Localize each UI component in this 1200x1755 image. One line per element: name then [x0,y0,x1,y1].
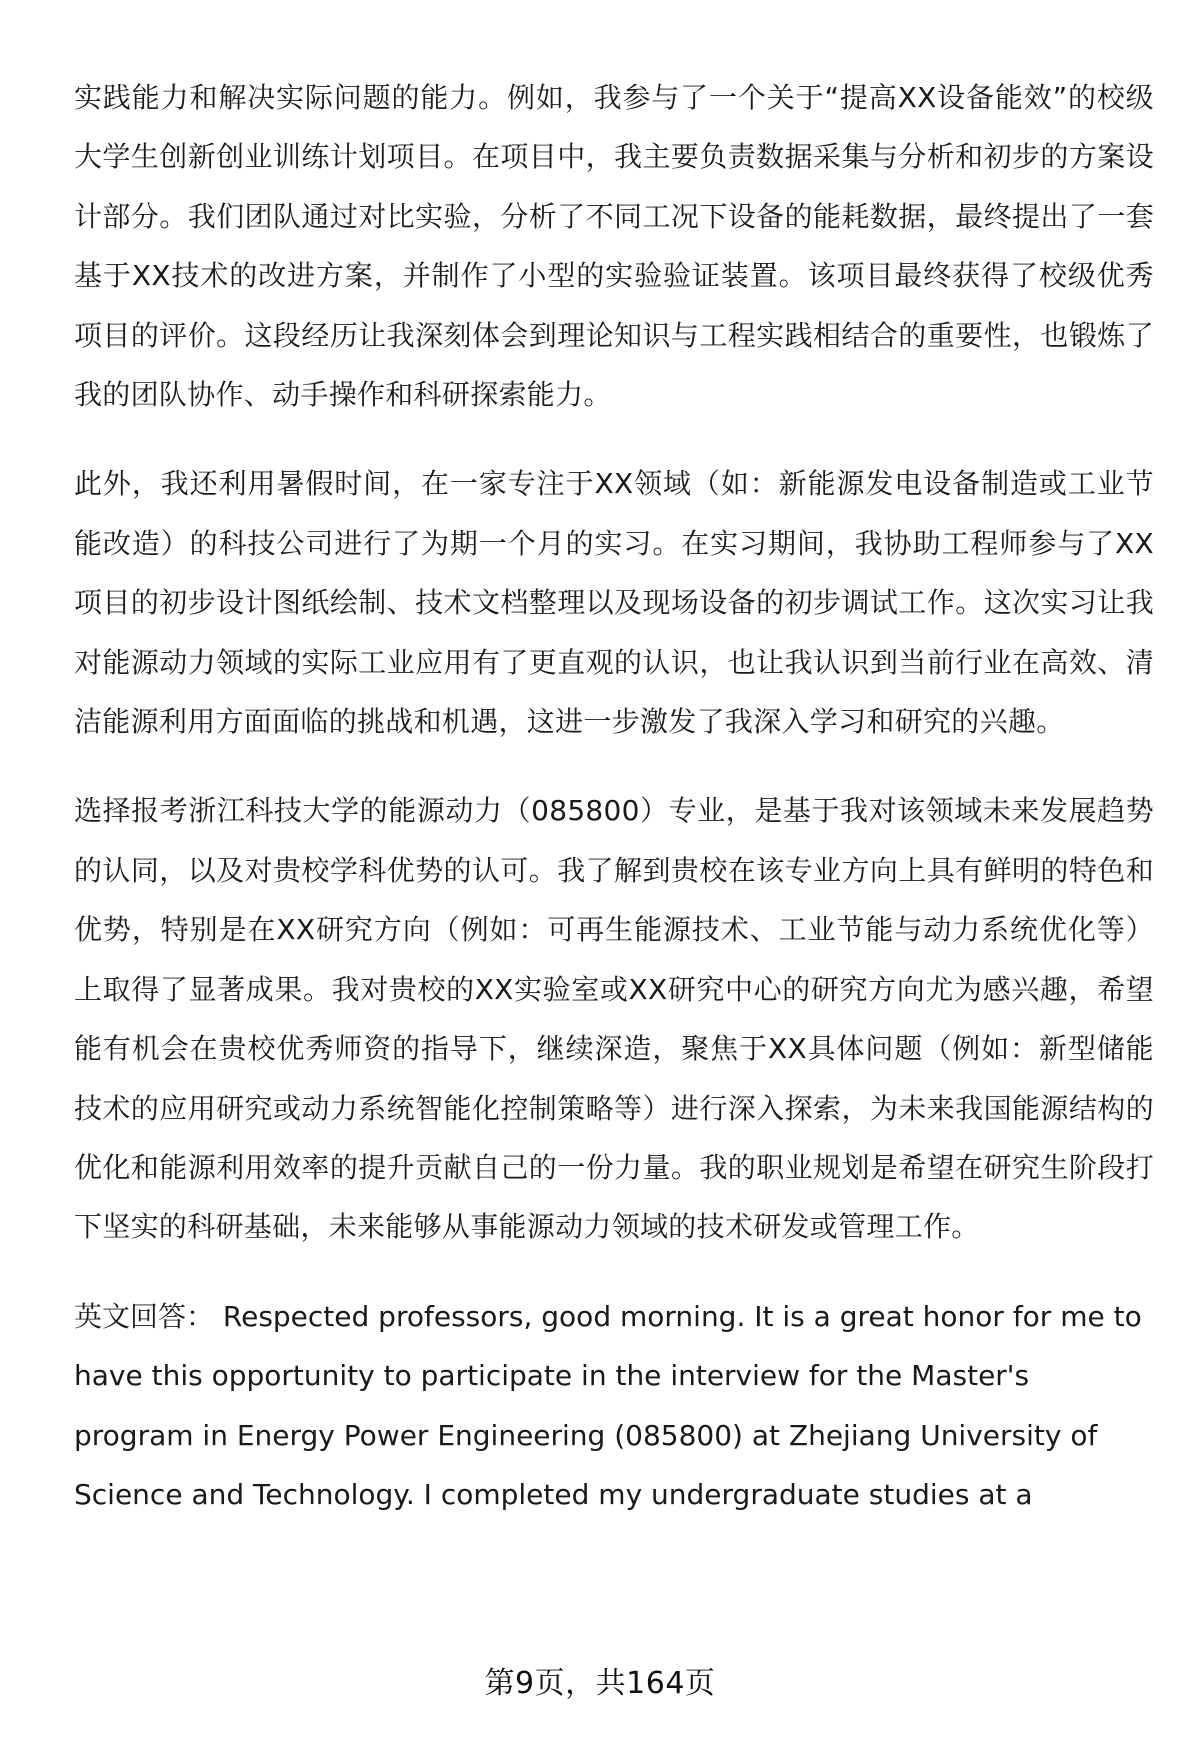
page-number-footer: 第9页，共164页 [484,1666,716,1701]
paragraph-application-motivation: 选择报考浙江科技大学的能源动力（085800）专业，是基于我对该领域未来发展趋势的认同，以及对贵校学科优势的认可。我了解到贵校在该专业方向上具有鲜明的特色和优势，特别是在XX研究方向（例如：可再生能源技术、工业节能与动力系统优化等）上取得了显著成果。我对贵校的XX实验室或XX研究中心的研究方向尤为感兴趣，希望能有机会在贵校优秀师资的指导下，继续深造，聚焦于XX具体问题（例如：新型储能技术的应用研究或动力系统智能化控制策略等）进行深入探索，为未来我国能源结构的优化和能源利用效率的提升贡献自己的一份力量。我的职业规划是希望在研究生阶段打下坚实的科研基础，未来能够从事能源动力领域的技术研发或管理工作。 [74,794,1154,1244]
document-body [74,68,1154,1554]
paragraph-internship: 此外，我还利用暑假时间，在一家专注于XX领域（如：新能源发电设备制造或工业节能改造）的科技公司进行了为期一个月的实习。在实习期间，我协助工程师参与了XX项目的初步设计图纸绘制、技术文档整理以及现场设备的初步调试工作。这次实习让我对能源动力领域的实际工业应用有了更直观的认识，也让我认识到当前行业在高效、清洁能源利用方面面临的挑战和机遇，这进一步激发了我深入学习和研究的兴趣。 [74,467,1154,739]
paragraph-english-answer: 英文回答： Respected professors, good morning. It is a great honor for me to have this opportunity to participate in the interview for the Master's program in Energy Power Engineering (085800) at Zhejiang University of Science and Technology. I completed my undergraduate studies at a [74,1299,1142,1511]
paragraph-practice-experience: 实践能力和解决实际问题的能力。例如，我参与了一个关于“提高XX设备能效”的校级大学生创新创业训练计划项目。在项目中，我主要负责数据采集与分析和初步的方案设计部分。我们团队通过对比实验，分析了不同工况下设备的能耗数据，最终提出了一套基于XX技术的改进方案，并制作了小型的实验验证装置。该项目最终获得了校级优秀项目的评价。这段经历让我深刻体会到理论知识与工程实践相结合的重要性，也锻炼了我的团队协作、动手操作和科研探索能力。 [74,81,1154,412]
